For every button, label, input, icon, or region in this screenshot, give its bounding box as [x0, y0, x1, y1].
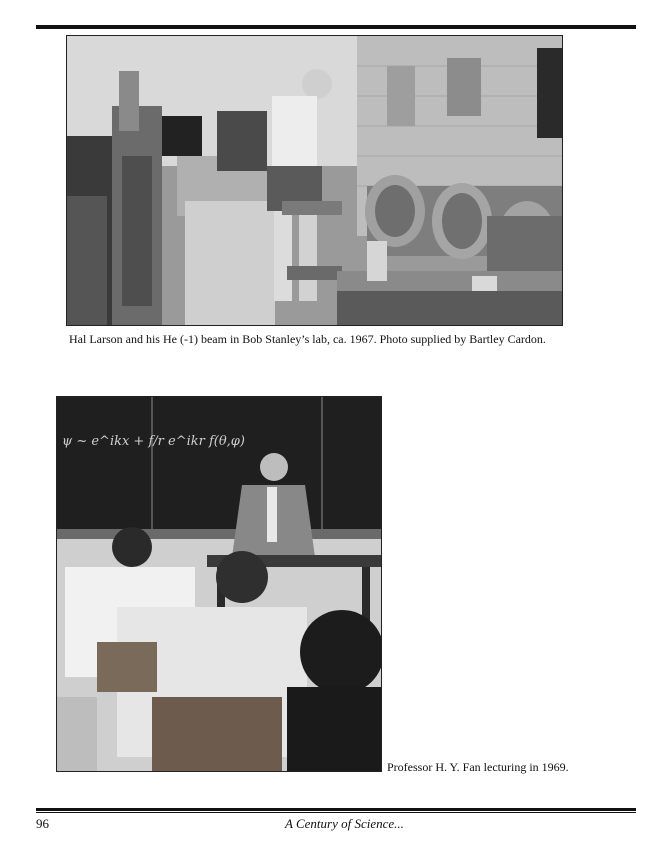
chalkboard-equation: ψ ~ e^ikx + f/r e^ikr f(θ,φ): [62, 434, 245, 449]
figure-caption: Hal Larson and his He (-1) beam in Bob Stanley’s lab, ca. 1967. Photo supplied by Bartley Cardon.: [69, 332, 546, 346]
running-footer-title: A Century of Science...: [285, 816, 404, 831]
header-rule: [36, 25, 636, 29]
lecture-photo: [56, 396, 382, 772]
footer-rule: [36, 808, 636, 813]
page-number: 96: [36, 816, 49, 831]
figure-caption: Professor H. Y. Fan lecturing in 1969.: [387, 760, 569, 774]
lab-photo: [66, 35, 563, 326]
